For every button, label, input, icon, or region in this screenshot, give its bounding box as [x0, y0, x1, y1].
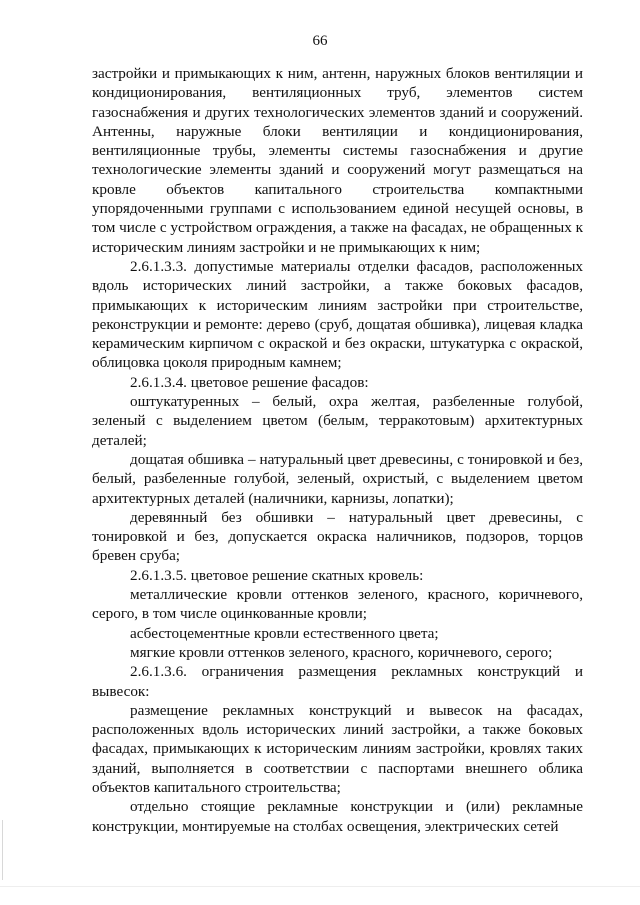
paragraph-facade-colors-heading: 2.6.1.3.4. цветовое решение фасадов: — [130, 373, 369, 391]
scan-edge-mark — [2, 820, 3, 880]
paragraph-board-cladding: дощатая обшивка – натуральный цвет древесины, с тонировкой и без, белый, разбеленные голубой, зеленый, охристый, с выделением цветом архитектурных деталей (наличники, карнизы, лопатки); — [92, 450, 583, 507]
paragraph-standalone-advertising: отдельно стоящие рекламные конструкции и (или) рекламные конструкции, монтируемые на столбах освещения, электрических сетей — [92, 798, 583, 835]
paragraph-plastered-facades: оштукатуренных – белый, охра желтая, разбеленные голубой, зеленый с выделением цветом (белым, терракотовым) архитектурных деталей; — [92, 393, 583, 449]
paragraph-metal-roofs: металлические кровли оттенков зеленого, красного, коричневого, серого, в том числе оцинкованные кровли; — [92, 586, 583, 623]
paragraph-advertising-heading: 2.6.1.3.6. ограничения размещения рекламных конструкций и вывесок: — [92, 663, 583, 700]
paragraph-soft-roofs: мягкие кровли оттенков зеленого, красного, коричневого, серого; — [130, 643, 553, 661]
paragraph-asbestos-roofs: асбестоцементные кровли естественного цвета; — [130, 624, 439, 642]
paragraph-advertising-on-facades: размещение рекламных конструкций и вывесок на фасадах, расположенных вдоль исторических линий застройки, а также боковых фасадах, примыкающих к историческим линиям застройки, кровлях таких зданий, выполняется в соответствии с паспортами внешнего облика объектов капитального строительства; — [92, 701, 583, 796]
paragraph-log-walls: деревянный без обшивки – натуральный цвет древесины, с тонировкой и без, допускается окраска наличников, подзоров, торцов бревен сруба; — [92, 508, 583, 565]
paragraph-roof-colors-heading: 2.6.1.3.5. цветовое решение скатных кровель: — [130, 566, 424, 584]
scan-bottom-line — [0, 886, 640, 887]
document-body — [92, 64, 583, 836]
paragraph-roof-equipment: застройки и примыкающих к ним, антенн, наружных блоков вентиляции и кондиционирования, вентиляционных труб, элементов систем газоснабжения и других технологических элементов зданий и сооружений. Антенны, наружные блоки вентиляции и кондиционирования, вентиляционные трубы, элементы системы газоснабжения и другие технологические элементы зданий и сооружений могут размещаться на кровле объектов капитального строительства компактными упорядоченными группами с использованием единой несущей основы, в том числе с устройством ограждения, а также на фасадах, не обращенных к историческим линиям застройки и не примыкающих к ним; — [92, 65, 583, 256]
page-number: 66 — [312, 33, 328, 49]
paragraph-facade-materials: 2.6.1.3.3. допустимые материалы отделки фасадов, расположенных вдоль исторических линий застройки, а также боковых фасадов, примыкающих к историческим линиям застройки при строительстве, реконструкции и ремонте: дерево (сруб, дощатая обшивка), лицевая кладка керамическим кирпичом с окраской и без окраски, штукатурка с окраской, облицовка цоколя природным камнем; — [92, 257, 583, 372]
